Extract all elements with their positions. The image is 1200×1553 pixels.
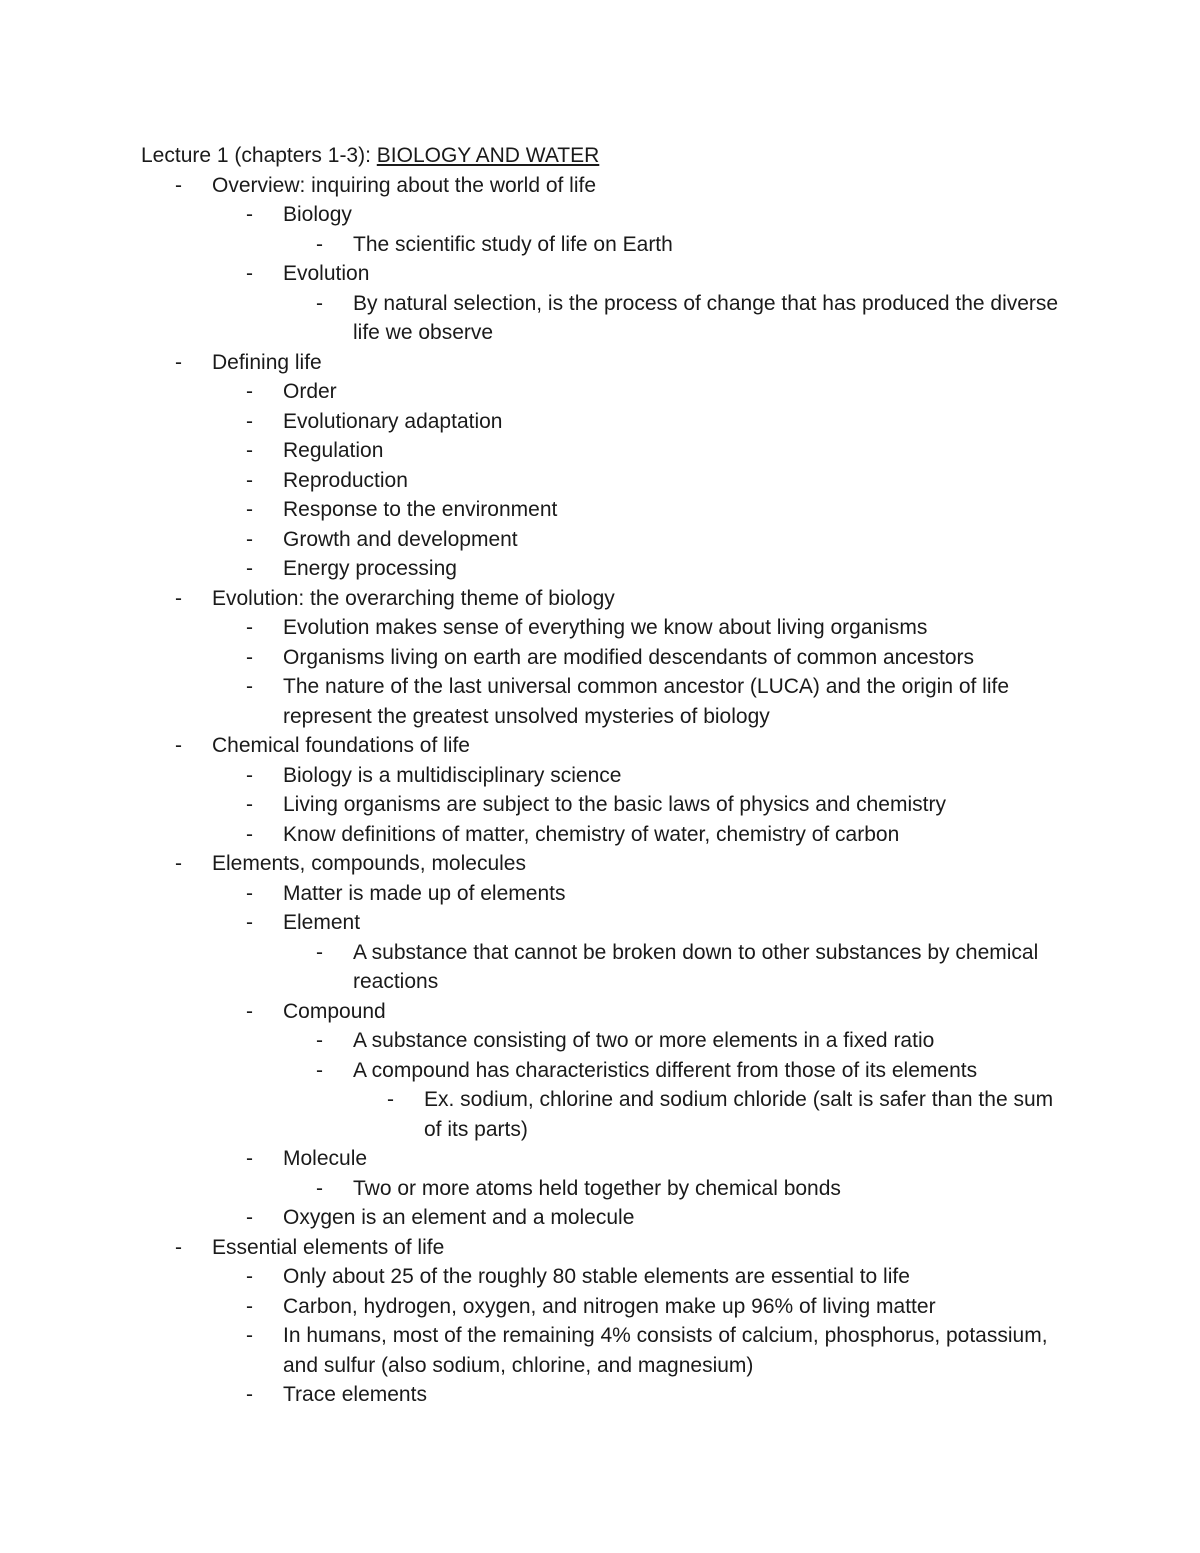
outline-item-level-2 bbox=[0, 466, 1200, 496]
outline-item-level-1 bbox=[0, 849, 1200, 879]
outline-item-level-2 bbox=[0, 908, 1200, 938]
outline-item-level-4 bbox=[0, 1085, 1200, 1144]
outline-item-text: Matter is made up of elements bbox=[283, 881, 566, 905]
outline-item-text: Molecule bbox=[283, 1147, 368, 1170]
bullet-dash: - bbox=[316, 291, 323, 315]
outline-item-text: Compound bbox=[283, 999, 386, 1023]
bullet-dash: - bbox=[175, 173, 182, 197]
outline-item-level-1 bbox=[0, 171, 1200, 201]
outline-item-text: Ex. sodium, chlorine and sodium chloride (salt is safer than the sum of its parts) bbox=[424, 1088, 1054, 1141]
outline-item-text: Energy processing bbox=[283, 557, 457, 580]
outline-item-level-3 bbox=[0, 289, 1200, 348]
outline-item-text: Evolutionary adaptation bbox=[283, 409, 503, 433]
outline-item-level-1 bbox=[0, 584, 1200, 614]
bullet-dash: - bbox=[316, 1029, 323, 1052]
outline-item-text: Biology is a multidisciplinary science bbox=[283, 763, 622, 787]
outline-item-level-2 bbox=[0, 672, 1200, 731]
bullet-dash: - bbox=[246, 409, 253, 433]
bullet-dash: - bbox=[246, 468, 253, 492]
outline-item-level-2 bbox=[0, 377, 1200, 407]
bullet-dash: - bbox=[246, 1265, 253, 1288]
bullet-dash: - bbox=[246, 527, 253, 551]
bullet-dash: - bbox=[246, 675, 253, 698]
bullet-dash: - bbox=[316, 1058, 323, 1082]
bullet-dash: - bbox=[246, 1294, 253, 1318]
outline-item-level-2 bbox=[0, 1144, 1200, 1174]
bullet-dash: - bbox=[246, 262, 253, 285]
bullet-dash: - bbox=[246, 203, 253, 226]
outline-item-level-2 bbox=[0, 436, 1200, 466]
outline-item-level-2 bbox=[0, 1380, 1200, 1410]
outline-item-level-2 bbox=[0, 407, 1200, 437]
outline-item-text: Evolution makes sense of everything we know about living organisms bbox=[283, 616, 928, 639]
bullet-dash: - bbox=[175, 1235, 182, 1259]
outline-item-level-2 bbox=[0, 495, 1200, 525]
bullet-dash: - bbox=[175, 734, 182, 757]
bullet-dash: - bbox=[175, 852, 182, 875]
bullet-dash: - bbox=[246, 616, 253, 639]
outline-item-text: The nature of the last universal common ancestor (LUCA) and the origin of life represent the greatest unsolved mysteries of biology bbox=[283, 675, 1010, 728]
outline-item-level-1 bbox=[0, 348, 1200, 378]
outline-item-text: Essential elements of life bbox=[212, 1235, 445, 1259]
outline-item-text: Only about 25 of the roughly 80 stable elements are essential to life bbox=[283, 1265, 910, 1288]
outline-item-level-2 bbox=[0, 820, 1200, 850]
outline-item-text: Overview: inquiring about the world of life bbox=[212, 173, 597, 197]
outline-item-text: A compound has characteristics different from those of its elements bbox=[353, 1058, 978, 1082]
outline-item-text: In humans, most of the remaining 4% consists of calcium, phosphorus, potassium, and sulfur (also sodium, chlorine, and magnesium) bbox=[283, 1324, 1048, 1377]
outline-item-text: Chemical foundations of life bbox=[212, 734, 470, 757]
outline-item-level-2 bbox=[0, 259, 1200, 289]
outline-item-text: Response to the environment bbox=[283, 498, 558, 521]
outline-item-level-2 bbox=[0, 554, 1200, 584]
bullet-dash: - bbox=[246, 1383, 253, 1406]
outline-item-level-2 bbox=[0, 1203, 1200, 1233]
bullet-dash: - bbox=[246, 822, 253, 846]
outline-item-level-1 bbox=[0, 731, 1200, 761]
bullet-dash: - bbox=[316, 1176, 323, 1200]
outline-item-level-2 bbox=[0, 200, 1200, 230]
bullet-dash: - bbox=[175, 586, 182, 610]
outline-item-level-2 bbox=[0, 790, 1200, 820]
bullet-dash: - bbox=[246, 1147, 253, 1170]
bullet-dash: - bbox=[246, 999, 253, 1023]
bullet-dash: - bbox=[246, 1206, 253, 1229]
outline-item-text: Order bbox=[283, 380, 337, 403]
outline-item-text: By natural selection, is the process of change that has produced the diverse life we observe bbox=[353, 291, 1059, 344]
outline-item-level-2 bbox=[0, 761, 1200, 791]
outline-item-text: Defining life bbox=[212, 350, 322, 374]
outline-item-text: Carbon, hydrogen, oxygen, and nitrogen make up 96% of living matter bbox=[283, 1294, 936, 1318]
bullet-dash: - bbox=[175, 350, 182, 374]
outline-item-level-2 bbox=[0, 1292, 1200, 1322]
outline-item-text: Living organisms are subject to the basic laws of physics and chemistry bbox=[283, 793, 946, 816]
outline-item-level-1 bbox=[0, 1233, 1200, 1263]
bullet-dash: - bbox=[246, 498, 253, 521]
outline-item-level-3 bbox=[0, 1026, 1200, 1056]
bullet-dash: - bbox=[246, 793, 253, 816]
bullet-dash: - bbox=[246, 911, 253, 934]
outline-item-text: Element bbox=[283, 911, 361, 934]
bullet-dash: - bbox=[246, 645, 253, 669]
outline-item-level-2 bbox=[0, 1262, 1200, 1292]
outline-item-level-2 bbox=[0, 1321, 1200, 1380]
outline-item-level-2 bbox=[0, 525, 1200, 555]
outline-item-text: Evolution: the overarching theme of biology bbox=[212, 586, 615, 610]
bullet-dash: - bbox=[246, 380, 253, 403]
outline-item-text: The scientific study of life on Earth bbox=[353, 232, 673, 256]
outline-item-level-2 bbox=[0, 613, 1200, 643]
outline-item-text: A substance that cannot be broken down to other substances by chemical reactions bbox=[353, 940, 1039, 993]
lecture-heading bbox=[141, 141, 599, 171]
outline-item-text: Know definitions of matter, chemistry of water, chemistry of carbon bbox=[283, 822, 900, 846]
bullet-dash: - bbox=[246, 881, 253, 905]
outline-item-text: Reproduction bbox=[283, 468, 408, 492]
heading-topic: BIOLOGY AND WATER bbox=[376, 144, 600, 167]
outline-item-text: Organisms living on earth are modified descendants of common ancestors bbox=[283, 645, 975, 669]
outline-item-text: Oxygen is an element and a molecule bbox=[283, 1206, 635, 1229]
bullet-dash: - bbox=[316, 940, 323, 964]
bullet-dash: - bbox=[246, 557, 253, 580]
outline-item-level-3 bbox=[0, 938, 1200, 997]
bullet-dash: - bbox=[246, 763, 253, 787]
outline-item-text: Elements, compounds, molecules bbox=[212, 852, 526, 875]
heading-prefix: Lecture 1 (chapters 1-3): bbox=[141, 144, 377, 167]
bullet-dash: - bbox=[246, 1324, 253, 1347]
outline-item-text: Regulation bbox=[283, 439, 384, 462]
outline-item-level-3 bbox=[0, 1056, 1200, 1086]
outline-item-text: Evolution bbox=[283, 262, 370, 285]
outline-item-level-2 bbox=[0, 879, 1200, 909]
outline-item-level-2 bbox=[0, 997, 1200, 1027]
bullet-dash: - bbox=[387, 1088, 394, 1111]
outline-item-text: Growth and development bbox=[283, 527, 518, 551]
notes-outline bbox=[0, 171, 1200, 1410]
bullet-dash: - bbox=[316, 232, 323, 256]
outline-item-text: Biology bbox=[283, 203, 352, 226]
outline-item-text: Two or more atoms held together by chemical bonds bbox=[353, 1176, 841, 1200]
outline-item-level-2 bbox=[0, 643, 1200, 673]
outline-item-text: A substance consisting of two or more elements in a fixed ratio bbox=[353, 1029, 935, 1052]
outline-item-level-3 bbox=[0, 230, 1200, 260]
outline-item-text: Trace elements bbox=[283, 1383, 427, 1406]
bullet-dash: - bbox=[246, 439, 253, 462]
outline-item-level-3 bbox=[0, 1174, 1200, 1204]
